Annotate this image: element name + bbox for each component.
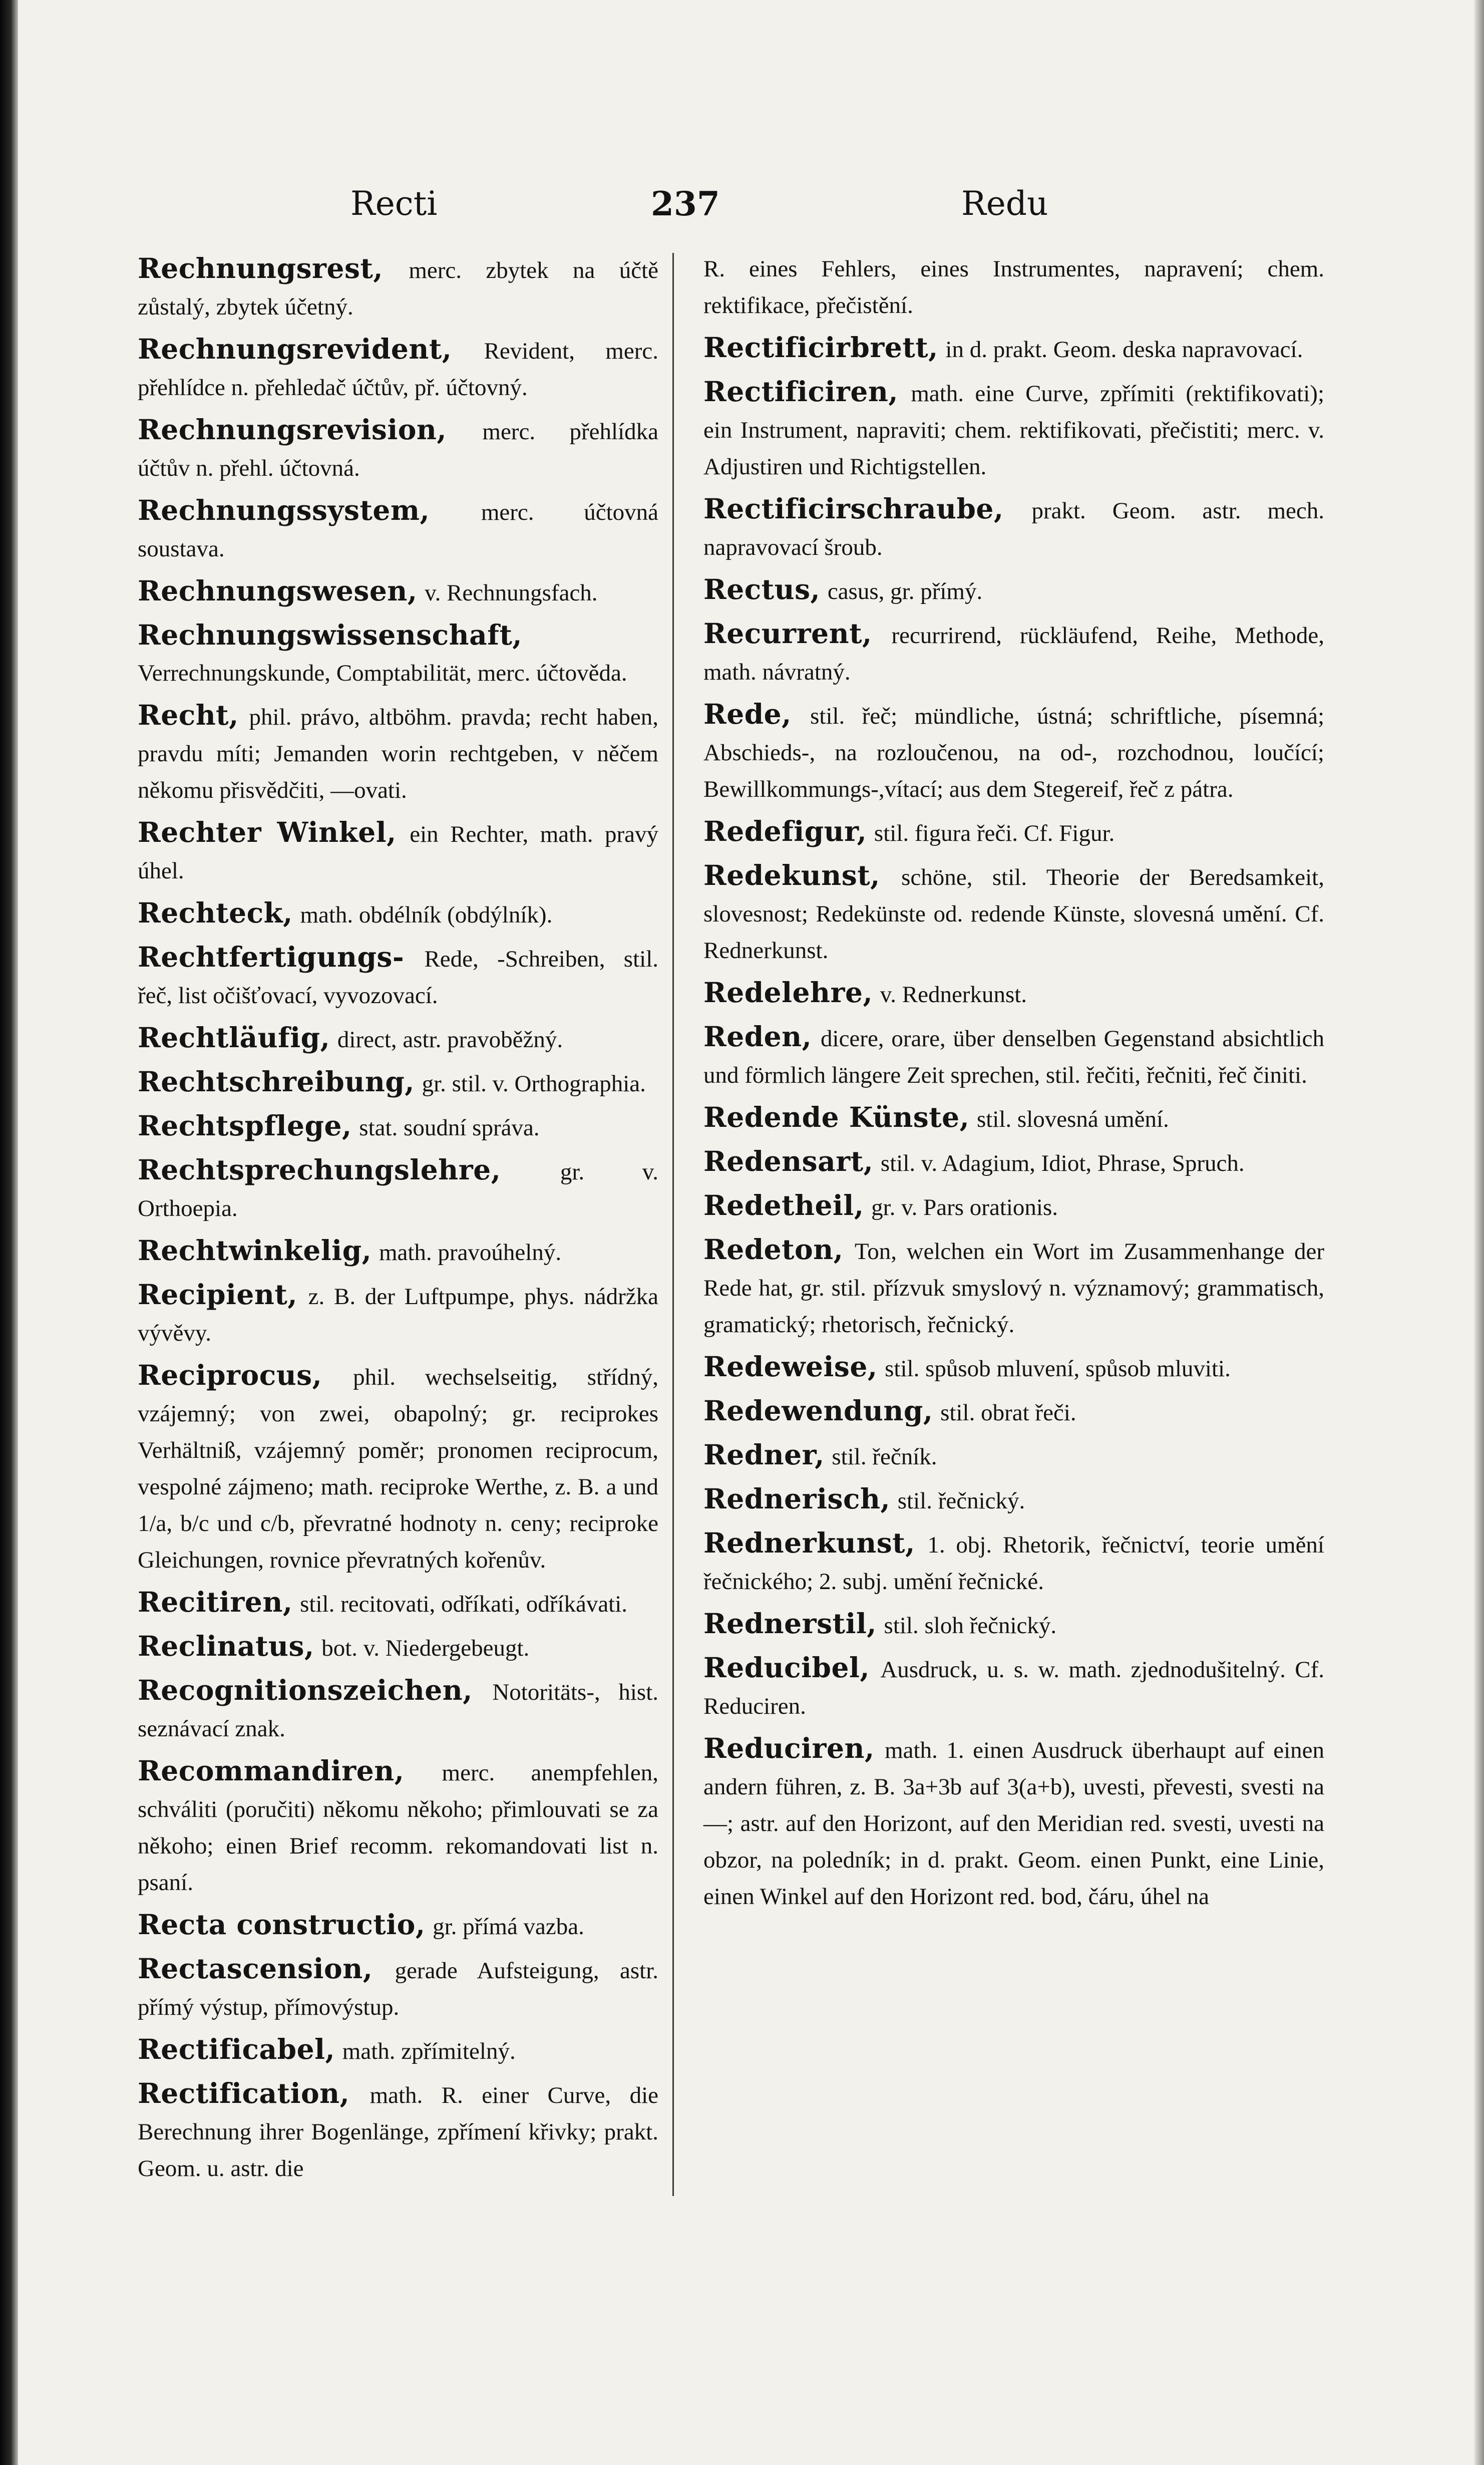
right-column [703,250,1324,1921]
entry-headword: Rednerkunst, [703,1526,915,1559]
entry-definition: merc. přehlídka účtův n. přehl. účtovná. [138,419,659,481]
dictionary-entry [703,1187,1324,1225]
entry-definition: stil. recitovati, odříkati, odříkávati. [300,1591,628,1617]
dictionary-entry [138,331,658,406]
dictionary-entry [138,1020,658,1058]
entry-definition: merc. zbytek na účtě zůstalý, zbytek účetný. [138,257,659,320]
entry-headword: Rednerisch, [703,1482,891,1515]
dictionary-entry [703,1650,1324,1724]
entry-headword: Reciprocus, [138,1359,322,1391]
entry-definition: Notoritäts-, hist. seznávací znak. [138,1679,658,1742]
dictionary-entry [138,573,658,611]
entry-headword: Rectificirschraube, [703,492,1004,525]
entry-definition: stil. řeč; mündliche, ústná; schriftliche, písemná; Abschieds-, na rozloučenou, na od-, rozchodnou, loučící; Bewillkommungs-,vítací; aus dem Stegereif, řeč z pátra. [703,703,1325,802]
entry-headword: Rednerstil, [703,1607,877,1640]
entry-definition: 1. obj. Rhetorik, řečnictví, teorie umění řečnického; 2. subj. umění řečnické. [703,1532,1324,1595]
entry-headword: Reden, [703,1020,812,1053]
entry-headword: Rectificiren, [703,375,899,408]
entry-headword: Recurrent, [703,617,872,650]
entry-definition: z. B. der Luftpumpe, phys. nádržka vývěvy. [138,1284,658,1346]
dictionary-entry [138,1584,658,1622]
entry-definition: phil. wechselseitig, střídný, vzájemný; von zwei, obapolný; gr. reciprokes Verhältniß, vzájemný poměr; pronomen reciprocum, vespolné zájmeno; math. reciproke Werthe, z. B. a und 1/a, b/c und c/b, převratné hodnoty n. ceny; reciproke Gleichungen, rovnice převratných kořenův. [138,1364,659,1573]
dictionary-entry [138,1152,658,1226]
entry-definition: R. eines Fehlers, eines Instrumentes, napravení; chem. rektifikace, přečistění. [703,256,1324,319]
entry-definition: stil. slovesná umění. [976,1106,1169,1132]
dictionary-entry [138,2031,658,2069]
dictionary-entry [703,975,1324,1013]
header-right-word: Redu [961,184,1048,223]
dictionary-entry [138,617,658,691]
entry-headword: Rechnungswissenschaft, [138,619,523,651]
header-left-word: Recti [350,184,438,223]
dictionary-entry [138,1064,658,1102]
entry-headword: Redelehre, [703,976,873,1009]
entry-headword: Rechnungswesen, [138,574,418,607]
dictionary-entry [703,696,1324,807]
dictionary-entry [138,1753,658,1901]
entry-definition: gr. stil. v. Orthographia. [422,1071,646,1097]
dictionary-entry [703,1437,1324,1475]
entry-headword: Redewendung, [703,1394,933,1427]
entry-headword: Rectification, [138,2077,350,2109]
entry-definition: math. 1. einen Ausdruck überhaupt auf einen andern führen, z. B. 3a+3b auf 3(a+b), uvesti, převesti, svesti na —; astr. auf den Horizont, auf den Meridian red. svesti, uvesti na obzor, na poledník; in d. prakt. Geom. einen Punkt, eine Linie, einen Winkel auf den Horizont red. bod, čáru, úhel na [703,1737,1324,1910]
entry-definition: schöne, stil. Theorie der Beredsamkeit, slovesnost; Redekünste od. redende Künste, slovesná umění. Cf. Rednerkunst. [703,864,1324,964]
entry-headword: Rechtläufig, [138,1021,330,1054]
entry-definition: gr. v. Pars orationis. [871,1194,1058,1220]
entry-definition: gr. přímá vazba. [433,1914,584,1940]
dictionary-entry [138,1951,658,2025]
dictionary-entry [138,1357,658,1578]
entry-definition: stat. soudní správa. [359,1115,540,1141]
dictionary-entry [703,1019,1324,1093]
entry-headword: Rechnungsrest, [138,252,384,284]
dictionary-entry [138,1672,658,1747]
entry-definition: gerade Aufsteigung, astr. přímý výstup, přímovýstup. [138,1958,658,2020]
entry-headword: Recipient, [138,1278,297,1311]
entry-definition: prakt. Geom. astr. mech. napravovací šroub. [703,498,1325,560]
column-divider [672,253,674,2196]
entry-headword: Rectascension, [138,1952,373,1985]
entry-headword: Redefigur, [703,815,867,847]
dictionary-entry [138,1232,658,1271]
entry-headword: Rechtsprechungslehre, [138,1153,501,1186]
entry-definition: direct, astr. pravoběžný. [337,1027,563,1053]
entry-definition: Ton, welchen ein Wort im Zusammenhange der Rede hat, gr. stil. přízvuk smyslový n. významový; grammatisch, gramatický; rhetorisch, řečnický. [703,1239,1325,1338]
entry-headword: Redende Künste, [703,1101,970,1133]
entry-headword: Redetheil, [703,1189,864,1221]
entry-definition: gr. v. Orthoepia. [138,1159,658,1221]
entry-definition: math. pravoúhelný. [379,1240,562,1266]
entry-definition: in d. prakt. Geom. deska napravovací. [945,337,1303,363]
entry-definition: Verrechnungskunde, Comptabilität, merc. účtověda. [138,660,627,686]
entry-headword: Recta constructio, [138,1908,426,1941]
entry-headword: Rechtspflege, [138,1109,352,1142]
dictionary-entry [703,374,1324,485]
entry-definition: merc. účtovná soustava. [138,499,658,562]
page-number: 237 [651,184,720,223]
entry-headword: Rechteck, [138,896,293,929]
dictionary-entry [138,939,658,1014]
dictionary-entry [703,1525,1324,1600]
dictionary-entry [703,571,1324,609]
scan-border-left [0,0,18,2465]
entry-headword: Rectificabel, [138,2033,335,2065]
entry-headword: Redeton, [703,1233,844,1266]
entry-definition: stil. figura řeči. Cf. Figur. [874,820,1115,846]
dictionary-entry [138,2075,658,2187]
entry-definition: phil. právo, altböhm. pravda; recht haben, pravdu míti; Jemanden worin rechtgeben, v něčem někomu přisvědčiti, —ovati. [138,704,659,803]
dictionary-entry [138,250,658,325]
dictionary-entry [138,1277,658,1351]
dictionary-entry [703,857,1324,969]
dictionary-entry [703,1393,1324,1431]
entry-headword: Rechtschreibung, [138,1065,415,1098]
dictionary-entry [703,1606,1324,1644]
entry-headword: Redensart, [703,1145,874,1177]
running-header [150,184,1352,229]
entry-definition: recurrirend, rückläufend, Reihe, Methode, math. návratný. [703,623,1324,685]
dictionary-entry [703,615,1324,690]
entry-headword: Rechnungssystem, [138,494,430,526]
entry-definition: Rede, -Schreiben, stil. řeč, list očišťovací, vyvozovací. [138,946,659,1009]
entry-headword: Reduciren, [703,1732,875,1764]
entry-definition: v. Rechnungsfach. [425,580,598,606]
dictionary-entry [703,250,1324,324]
entry-headword: Rectificirbrett, [703,331,938,364]
dictionary-entry [703,1231,1324,1343]
entry-headword: Redeweise, [703,1350,878,1383]
dictionary-entry [703,1730,1324,1915]
entry-definition: bot. v. Niedergebeugt. [321,1635,530,1661]
dictionary-entry [138,1907,658,1945]
entry-definition: dicere, orare, über denselben Gegenstand absichtlich und förmlich längere Zeit sprechen, stil. řečiti, řečniti, řeč činiti. [703,1026,1324,1088]
entry-definition: stil. spůsob mluvení, spůsob mluviti. [885,1356,1231,1382]
dictionary-entry [703,1481,1324,1519]
entry-definition: math. obdélník (obdýlník). [300,902,553,928]
entry-headword: Recitiren, [138,1586,293,1618]
dictionary-entry [703,1349,1324,1387]
entry-headword: Reducibel, [703,1651,870,1684]
entry-definition: Revident, merc. přehlídce n. přehledač účtův, př. účtovný. [138,338,658,401]
scan-border-right [1474,0,1484,2465]
dictionary-entry [703,1099,1324,1137]
entry-definition: stil. řečník. [832,1444,937,1470]
entry-headword: Rechnungsrevision, [138,413,447,446]
entry-definition: stil. v. Adagium, Idiot, Phrase, Spruch. [880,1150,1245,1176]
dictionary-entry [138,412,658,486]
entry-definition: math. R. einer Curve, die Berechnung ihrer Bogenlänge, zpřímení křivky; prakt. Geom. u. astr. die [138,2082,658,2182]
dictionary-entry [138,697,658,808]
entry-headword: Rechter Winkel, [138,816,397,848]
entry-headword: Rechtwinkelig, [138,1234,372,1267]
entry-definition: stil. řečnický. [897,1488,1025,1514]
entry-definition: stil. obrat řeči. [940,1400,1076,1426]
dictionary-entry [703,491,1324,565]
entry-headword: Rechtfertigungs- [138,941,405,973]
dictionary-entry [138,814,658,889]
entry-definition: Ausdruck, u. s. w. math. zjednodušitelný. Cf. Reduciren. [703,1657,1324,1719]
entry-definition: ein Rechter, math. pravý úhel. [138,821,659,884]
entry-headword: Recht, [138,699,239,731]
dictionary-entry [138,895,658,933]
entry-headword: Recommandiren, [138,1754,405,1787]
entry-headword: Redekunst, [703,859,880,891]
entry-headword: Recognitionszeichen, [138,1674,473,1706]
entry-headword: Redner, [703,1438,825,1471]
entry-headword: Rede, [703,698,792,730]
dictionary-entry [138,1628,658,1666]
dictionary-entry [138,492,658,567]
entry-definition: math. zpřímitelný. [342,2038,516,2064]
dictionary-entry [703,813,1324,851]
entry-definition: v. Rednerkunst. [880,982,1027,1008]
left-column [138,250,658,2193]
entry-definition: math. eine Curve, zpřímiti (rektifikovati); ein Instrument, napraviti; chem. rektifikovati, přečistiti; merc. v. Adjustiren und Richtigstellen. [703,381,1324,480]
entry-definition: stil. sloh řečnický. [884,1613,1057,1639]
entry-definition: merc. anempfehlen, schváliti (poručiti) někomu někoho; přimlouvati se za někoho; einen Brief recomm. rekomandovati list n. psaní. [138,1760,658,1896]
dictionary-entry [138,1108,658,1146]
entry-headword: Reclinatus, [138,1630,314,1662]
entry-definition: casus, gr. přímý. [827,578,983,604]
dictionary-entry [703,330,1324,368]
entry-headword: Rechnungsrevident, [138,333,452,365]
dictionary-entry [703,1143,1324,1181]
entry-headword: Rectus, [703,573,821,605]
